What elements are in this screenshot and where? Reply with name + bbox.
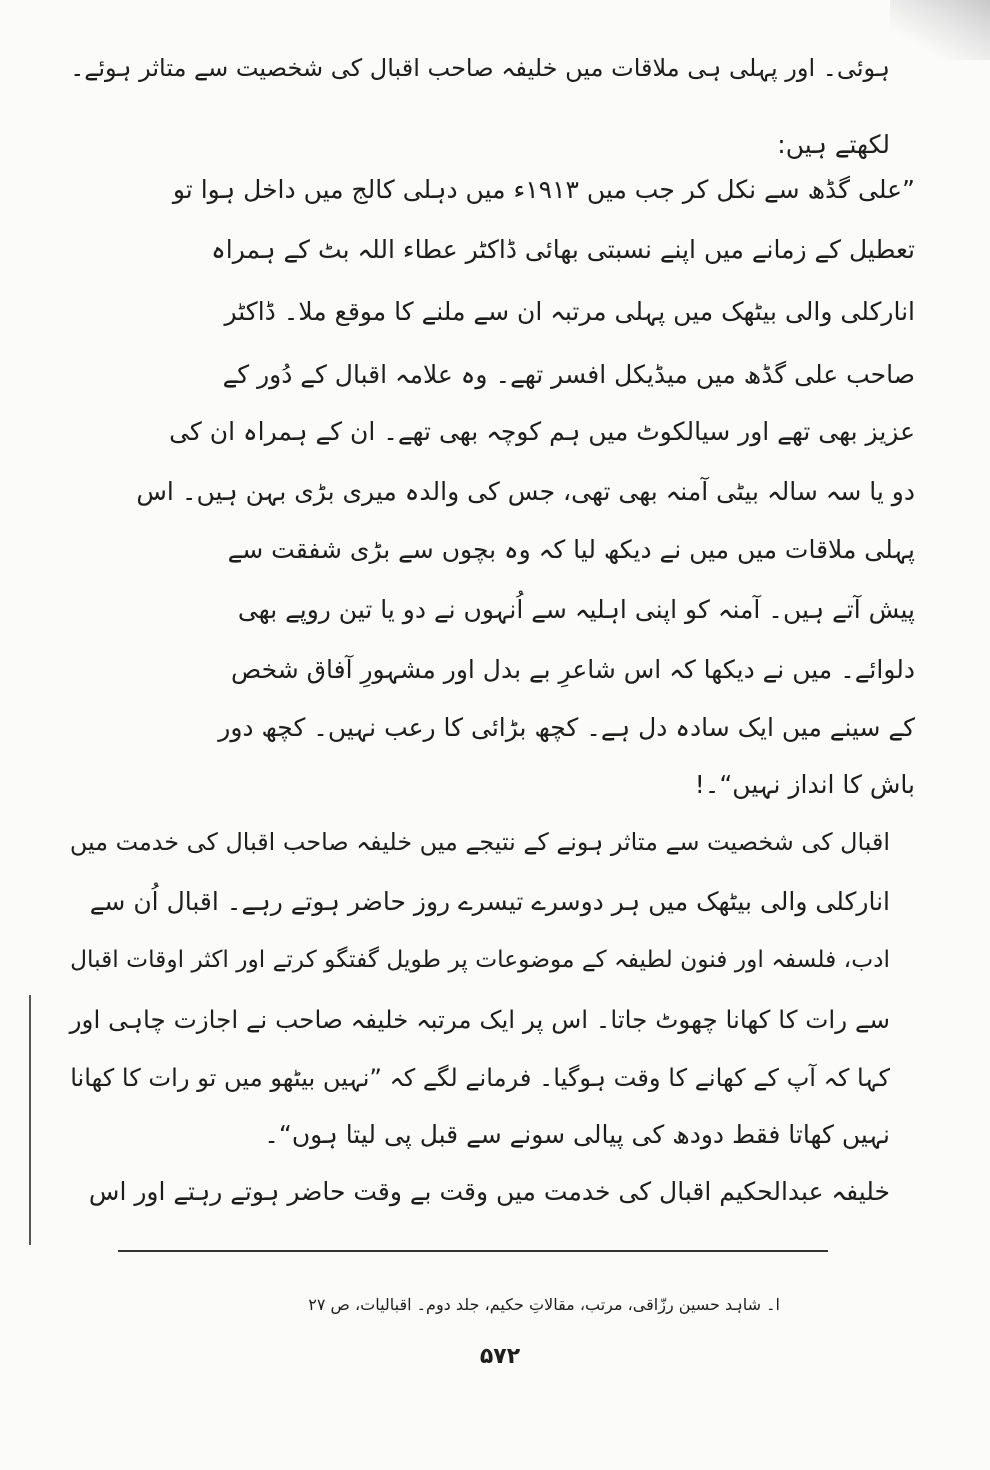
quote-line: انارکلی والی بیٹھک میں پہلی مرتبہ ان سے ملنے کا موقع ملا۔ ڈاکٹر bbox=[224, 297, 915, 326]
text-line: سے رات کا کھانا چھوٹ جاتا۔ اس پر ایک مرتبہ خلیفہ صاحب نے اجازت چاہی اور bbox=[69, 1005, 890, 1034]
text-line: اقبال کی شخصیت سے متاثر ہونے کے نتیجے میں خلیفہ صاحب اقبال کی خدمت میں bbox=[69, 828, 890, 856]
quote-line: دو یا سہ سالہ بیٹی آمنہ بھی تھی، جس کی والدہ میری بڑی بہن ہیں۔ اس bbox=[136, 477, 915, 506]
text-line: نہیں کھاتا فقط دودھ کی پیالی سونے سے قبل پی لیتا ہوں“۔ bbox=[264, 1120, 890, 1149]
text-line: لکھتے ہیں: bbox=[777, 130, 890, 159]
footnote-divider bbox=[118, 1250, 828, 1252]
quote-line: دلوائے۔ میں نے دیکھا کہ اس شاعرِ بے بدل اور مشہورِ آفاق شخص bbox=[230, 655, 915, 684]
text-line: انارکلی والی بیٹھک میں ہر دوسرے تیسرے روز حاضر ہوتے رہے۔ اقبال اُن سے bbox=[89, 887, 890, 916]
quote-line: ”علی گڈھ سے نکل کر جب میں ۱۹۱۳ء میں دہلی کالج میں داخل ہوا تو bbox=[172, 175, 915, 204]
scan-corner-shadow bbox=[890, 0, 990, 60]
quote-line: صاحب علی گڈھ میں میڈیکل افسر تھے۔ وہ علامہ اقبال کے دُور کے bbox=[222, 360, 915, 389]
text-line: خلیفہ عبدالحکیم اقبال کی خدمت میں وقت بے وقت حاضر ہوتے رہتے اور اس bbox=[88, 1177, 890, 1206]
footnote: ا۔ شاہد حسین رزّاقی، مرتب، مقالاتِ حکیم، جلد دوم۔ اقبالیات، ص ۲۷ bbox=[308, 1295, 780, 1314]
page-number: ۵۷۲ bbox=[479, 1344, 521, 1369]
quote-line: کے سینے میں ایک سادہ دل ہے۔ کچھ بڑائی کا رعب نہیں۔ کچھ دور bbox=[218, 713, 915, 742]
quote-line: عزیز بھی تھے اور سیالکوٹ میں ہم کوچہ بھی تھے۔ ان کے ہمراہ ان کی bbox=[169, 417, 915, 446]
text-line: ادب، فلسفہ اور فنون لطیفہ کے موضوعات پر طویل گفتگو کرتے اور اکثر اوقات اقبال bbox=[70, 946, 890, 973]
text-line: ہوئی۔ اور پہلی ہی ملاقات میں خلیفہ صاحب اقبال کی شخصیت سے متاثر ہوئے۔ bbox=[70, 54, 890, 82]
quote-line: پیش آتے ہیں۔ آمنہ کو اپنی اہلیہ سے اُنہوں نے دو یا تین روپے بھی bbox=[237, 595, 915, 624]
margin-mark bbox=[29, 995, 31, 1245]
quote-line: پہلی ملاقات میں میں نے دیکھ لیا کہ وہ بچوں سے بڑی شفقت سے bbox=[227, 535, 915, 564]
quote-line: تعطیل کے زمانے میں اپنے نسبتی بھائی ڈاکٹر عطاء اللہ بٹ کے ہمراہ bbox=[211, 235, 915, 264]
quote-line: باش کا انداز نہیں“۔! bbox=[694, 770, 915, 799]
text-line: کہا کہ آپ کے کھانے کا وقت ہوگیا۔ فرمانے لگے کہ ”نہیں بیٹھو میں تو رات کا کھانا bbox=[70, 1064, 890, 1092]
